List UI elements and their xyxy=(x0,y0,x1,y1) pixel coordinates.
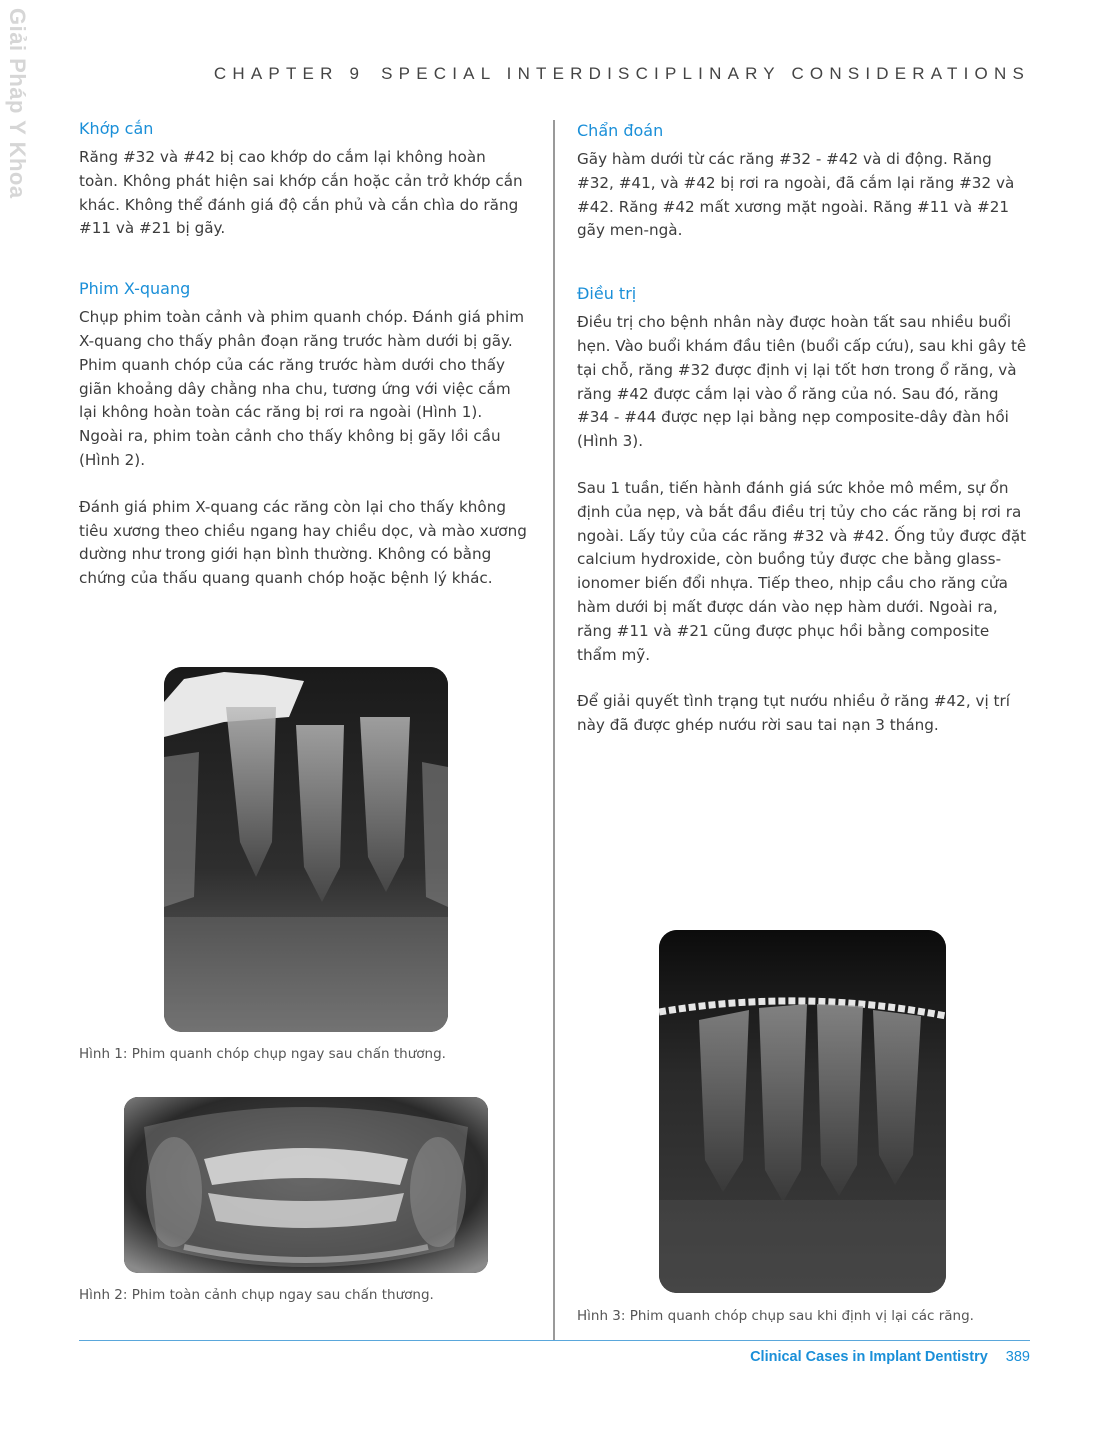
watermark: Giải Pháp Y Khoa xyxy=(5,8,30,199)
figure-1-periapical-xray xyxy=(164,667,448,1032)
figure-2-panoramic-xray xyxy=(124,1097,488,1273)
footer-rule xyxy=(79,1340,1030,1341)
page-number: 389 xyxy=(1005,1349,1030,1365)
treatment-paragraph-1: Điều trị cho bệnh nhân này được hoàn tất sau nhiều buổi hẹn. Vào buổi khám đầu tiên (buổi cấp cứu), sau khi gây tê tại chỗ, răng #32 được định vị lại tốt hơn trong ổ răng, và răng #42 được cắm lại vào ổ răng của nó. Sau đó, răng #34 - #44 được nẹp lại bằng nẹp composite-dây đàn hồi (Hình 3). xyxy=(577,313,1027,451)
chapter-title: SPECIAL INTERDISCIPLINARY CONSIDERATIONS xyxy=(381,64,1030,83)
figure-2-caption: Hình 2: Phim toàn cảnh chụp ngay sau chấn thương. xyxy=(79,1287,434,1303)
section-heading-diagnosis: Chẩn đoán xyxy=(577,121,664,140)
occlusion-paragraph: Răng #32 và #42 bị cao khớp do cắm lại không hoàn toàn. Không phát hiện sai khớp cắn hoặc cản trở khớp cắn khác. Không thể đánh giá độ cắn phủ và cắn chìa do răng #11 và #21 bị gãy. xyxy=(79,148,523,238)
figure-3-caption: Hình 3: Phim quanh chóp chụp sau khi định vị lại các răng. xyxy=(577,1308,974,1324)
splinted-xray-image xyxy=(659,930,946,1293)
section-heading-treatment: Điều trị xyxy=(577,284,637,304)
treatment-paragraph-2: Sau 1 tuần, tiến hành đánh giá sức khỏe mô mềm, sự ổn định của nẹp, và bắt đầu điều trị tủy cho các răng bị rơi ra ngoài. Lấy tủy của các răng #32 và #42. Ống tủy được đặt calcium hydroxide, còn buồng tủy được che bằng glass-ionomer biến đổi nhựa. Tiếp theo, nhịp cầu cho răng cửa hàm dưới bị mất được dán vào nẹp hàm dưới. Ngoài ra, răng #11 và #21 cũng được phục hồi bằng composite thẩm mỹ. xyxy=(577,478,1027,664)
panoramic-image xyxy=(124,1097,488,1273)
figure-1-caption: Hình 1: Phim quanh chóp chụp ngay sau chấn thương. xyxy=(79,1046,446,1062)
running-head xyxy=(214,64,1030,84)
right-column xyxy=(577,120,1027,738)
page-footer xyxy=(750,1349,1030,1365)
column-divider xyxy=(553,120,555,1340)
radiograph-paragraph-2: Đánh giá phim X-quang các răng còn lại cho thấy không tiêu xương theo chiều ngang hay chiều dọc, và mào xương dường như trong giới hạn bình thường. Không có bằng chứng của thấu quang quanh chóp hoặc bệnh lý khác. xyxy=(79,497,527,588)
section-heading-occlusion: Khớp cắn xyxy=(79,119,154,138)
figure-3-periapical-xray-splinted xyxy=(659,930,946,1293)
xray-image xyxy=(164,667,448,1032)
diagnosis-paragraph: Gãy hàm dưới từ các răng #32 - #42 và di động. Răng #32, #41, và #42 bị rơi ra ngoài, đã cắm lại răng #32 và #42. Răng #42 mất xương mặt ngoài. Răng #11 và #21 gãy men-ngà. xyxy=(577,150,1015,240)
chapter-label: CHAPTER 9 xyxy=(213,64,366,83)
footer-book-title: Clinical Cases in Implant Dentistry xyxy=(750,1349,988,1365)
radiograph-paragraph-1: Chụp phim toàn cảnh và phim quanh chóp. Đánh giá phim X-quang cho thấy phân đoạn răng trước hàm dưới bị gãy. Phim quanh chóp của các răng trước hàm dưới cho thấy giãn khoảng dây chằng nha chu, tương ứng với việc cắm lại không hoàn toàn các răng bị rơi ra ngoài (Hình 1). Ngoài ra, phim toàn cảnh cho thấy không bị gãy lồi cầu (Hình 2). xyxy=(79,308,525,469)
section-heading-radiograph: Phim X-quang xyxy=(79,279,191,299)
left-column xyxy=(79,118,529,591)
treatment-paragraph-3: Để giải quyết tình trạng tụt nướu nhiều ở răng #42, vị trí này đã được ghép nướu rời sau tai nạn 3 tháng. xyxy=(577,692,1010,735)
